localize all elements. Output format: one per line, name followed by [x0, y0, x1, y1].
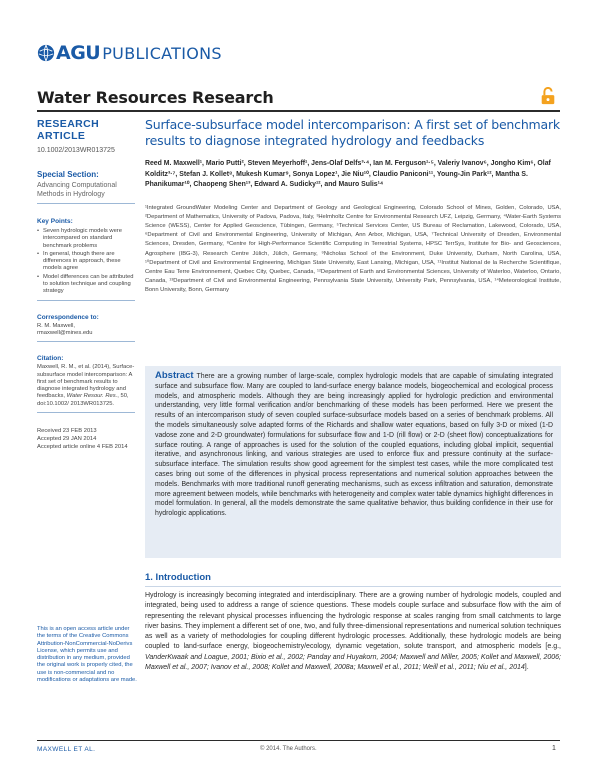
correspondence-heading: Correspondence to:	[37, 313, 99, 321]
open-access-notice[interactable]: This is an open access article under the terms of the Creative Commons Attribution-NonCommercial-NoDerivs License, which permits use and distribution in any medium, provided the original work is properly cited, the use is non-commercial and no modifications or adaptations are made.	[37, 626, 137, 684]
abstract-text: There are a growing number of large-scale, complex hydrologic models that are capable of simulating integrated surface and subsurface flow. Many are coupled to land-surface energy balance models, biogeochemical and ecological process models, and atmospheric models. Although they are being increasingly applied for hydrologic prediction and environmental understanding, very little formal verification and/or benchmarking of these models has been performed. Here we present the results of an intercomparison study of seven coupled surface-subsurface models based on a series of benchmark problems. All the models simultaneously solve adapted forms of the Richards and shallow water equations, based on fully 3-D or mixed (1-D vadose zone and 2-D groundwater) formulations for subsurface flow and 1-D (rill flow) or 2-D (sheet flow) conceptualizations for surface routing. A range of approaches is used for the solution of the coupled equations, including global implicit, sequential iterative, and asynchronous linking, and various strategies are used to enforce flux and pressure continuity at the surface-subsurface interface. The simulation results show good agreement for the simplest test cases, while the more complicated test cases bring out some of the differences in physical process representations and numerical solution approaches between the models. Benchmarks with more traditional runoff generating mechanisms, such as excess infiltration and saturation, demonstrate more agreement between models, while benchmarks with heterogeneity and complex water table dynamics highlight differences in model formulation. In general, all the models demonstrate the same qualitative behavior, thus building confidence in their use for hydrologic applications.	[155, 373, 553, 518]
sidebar-divider	[37, 203, 135, 204]
sidebar-divider	[37, 300, 135, 301]
introduction-text	[145, 591, 561, 673]
received-date: Received 23 FEB 2013	[37, 428, 97, 435]
affiliations: ¹Integrated GroundWater Modeling Center and Department of Geology and Geological Engineering, Colorado School of Mines, Golden, Colorado, USA, ²Department of Mathematics, University of Padova, Padova, Italy, ³Helmholtz Centre for Environmental Research UFZ, Leipzig, Germany, ⁴Water-Earth Systems Science (WESS), Center for Applied Geoscience, Tübingen, Germany, ⁵Technical Services Center, US Bureau of Reclamation, Lakewood, Colorado, USA, ⁶Department of Civil and Environmental Engineering, University of Michigan, Ann Arbor, Michigan, USA, ⁷Technical University of Dresden, Environmental Sciences, Dresden, Germany, ⁸Centre for High-Performance Scientific Computing in Terrestrial Systems, HPSC TerrSys, Institute for Bio- and Geosciences, Agrosphere (IBG-3), Research Centre Jülich, Jülich, Germany, ⁹Nicholas School of the Environment, Duke University, Durham, North Carolina, USA, ¹⁰Department of Civil and Environmental Engineering, Michigan State University, East Lansing, Michigan, USA, ¹¹Institut National de la Recherche Scientifique, Centre Eau Terre Environnement, Quebec City, Quebec, Canada, ¹²Department of Earth and Environmental Sciences, University of Waterloo, Waterloo, Ontario, Canada, ¹³Department of Civil and Environmental Engineering, Pennsylvania State University, University Park, Pennsylvania, USA, ¹⁴Meteorological Institute, Bonn University, Bonn, Germany	[145, 204, 561, 294]
article-title: Surface-subsurface model intercomparison: A first set of benchmark results to diagnose integrated hydrology and feedbacks	[145, 117, 560, 148]
citation-text	[37, 364, 137, 408]
page-number: 1	[552, 745, 556, 752]
key-point: • Seven hydrologic models were intercompared on standard benchmark problems	[37, 228, 137, 250]
key-point: • Model differences can be attributed to solution technique and coupling strategy	[37, 274, 137, 296]
sidebar-divider	[37, 341, 135, 342]
globe-icon	[37, 44, 55, 62]
special-section-text[interactable]: Advancing Computational Methods in Hydrology	[37, 182, 117, 198]
citation-body: Maxwell, R. M., et al. (2014), Surface-subsurface model intercomparison: A first set of benchmark results to diagnose integrated hydrology and feedbacks,	[37, 364, 135, 400]
intro-body: Hydrology is increasingly becoming integrated and interdisciplinary. There are a growing number of hydrologic models, coupled and integrated, being used to address a range of science questions. These models couple surface and subsurface flow with the aim of representing the relevant physical processes influencing the hydrologic response at scales ranging from small catchments to large river basins. They implement a different set of one, two, and fully three-dimensional representations and numerical solution techniques as well as a variety of methodologies for coupling different hydrologic processes. Additionally, these hydrologic models are being coupled to land-surface energy, biogeochemistry/ecology, dynamic vegetation, solute transport, and atmospheric models [e.g.,	[145, 592, 561, 651]
online-date: Accepted article online 4 FEB 2014	[37, 443, 128, 450]
logo-agu-text: AGU	[56, 42, 101, 64]
author-list: Reed M. Maxwell¹, Mario Putti², Steven Meyerhoff¹, Jens-Olaf Delfs³·⁴, Ian M. Ferguson¹·⁵, Valeriy Ivanov⁶, Jongho Kim⁶, Olaf Kolditz³·⁷, Stefan J. Kollet⁸, Mukesh Kumar⁹, Sonya Lopez¹, Jie Niu¹⁰, Claudio Paniconi¹¹, Young-Jin Park¹², Mantha S. Phanikumar¹⁰, Chaopeng Shen¹³, Edward A. Sudicky¹², and Mauro Sulis¹⁴	[145, 160, 551, 188]
key-point: • In general, though there are differences in approach, these models agree	[37, 251, 137, 273]
logo-publications-text: PUBLICATIONS	[102, 43, 222, 63]
key-points-list	[37, 228, 137, 296]
accepted-date: Accepted 29 JAN 2014	[37, 435, 97, 442]
footer-copyright: © 2014. The Authors.	[260, 746, 317, 752]
agu-publications-logo	[37, 42, 222, 64]
special-section-heading: Special Section:	[37, 170, 99, 179]
citation-tail: , 50, doi:10.1002/ 2013WR013725.	[37, 393, 129, 407]
introduction-heading: 1. Introduction	[145, 572, 211, 583]
open-access-lock-icon	[539, 87, 557, 105]
sidebar-divider	[37, 412, 135, 413]
intro-end: ].	[524, 664, 529, 672]
header-rule	[37, 110, 560, 112]
intro-references[interactable]: VanderKwaak and Loague, 2001; Bixio et al., 2002; Panday and Huyakorn, 2004; Maxwell and Miller, 2005; Kollet and Maxwell, 2006; Maxwell et al., 2007; Ivanov et al., 2008; Kollet and Maxwell, 2008a; Maxwell et al., 2011; Weill et al., 2011; Niu et al., 2014	[145, 653, 561, 672]
correspondence-email[interactable]: rmaxwell@mines.edu	[37, 329, 93, 336]
footer-rule	[37, 740, 560, 741]
journal-title: Water Resources Research	[37, 88, 274, 107]
citation-heading: Citation:	[37, 355, 64, 363]
abstract-box	[145, 366, 561, 558]
introduction-rule	[145, 586, 561, 587]
correspondence-name: R. M. Maxwell,	[37, 322, 76, 329]
key-points-heading: Key Points:	[37, 218, 73, 225]
article-doi[interactable]: 10.1002/2013WR013725	[37, 147, 115, 154]
left-sidebar	[37, 118, 137, 451]
abstract-heading: Abstract	[155, 370, 194, 381]
article-dates	[37, 428, 137, 451]
article-header	[145, 117, 561, 296]
footer-authors: MAXWELL ET AL.	[37, 746, 96, 753]
article-type: RESEARCH ARTICLE	[37, 118, 100, 142]
citation-journal: Water Resour. Res.	[66, 393, 118, 400]
